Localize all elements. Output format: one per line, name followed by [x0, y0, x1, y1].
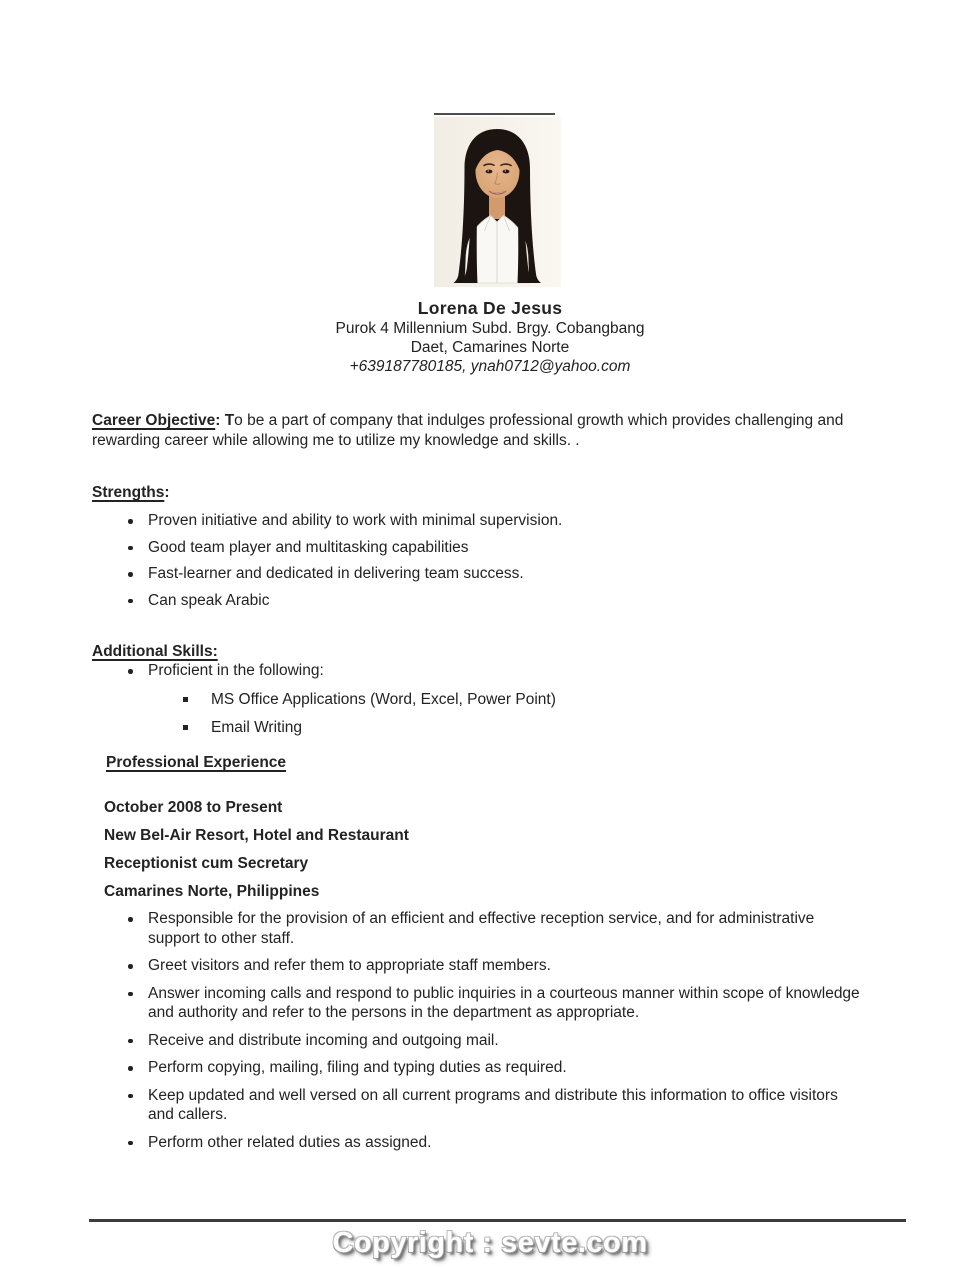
duties-section [92, 909, 866, 1160]
applicant-contact: +639187780185, ynah0712@yahoo.com [349, 358, 631, 375]
additional-skills-section [92, 642, 902, 747]
strength-item: Fast-learner and dedicated in delivering team success. [92, 564, 902, 584]
career-objective-text: o be a part of company that indulges professional growth which provides challenging and rewarding career while allowing me to utilize my knowledge and skills. . [92, 412, 844, 449]
copyright-text: Copyright : sevte.com [332, 1227, 648, 1259]
duties-list [92, 909, 866, 1152]
strength-item: Can speak Arabic [92, 591, 902, 611]
duty-item: Answer incoming calls and respond to public inquiries in a courteous manner within scope of knowledge and authority and refer to the persons in the department as appropriate. [92, 984, 866, 1023]
additional-skills-heading: Additional Skills: [92, 643, 218, 660]
duty-item: Keep updated and well versed on all current programs and distribute this information to office visitors and callers. [92, 1086, 866, 1125]
duty-item: Greet visitors and refer them to appropriate staff members. [92, 956, 866, 976]
duty-item: Perform other related duties as assigned. [92, 1133, 866, 1153]
additional-skills-intro-list [92, 661, 902, 681]
career-objective-heading: Career Objective: T [92, 412, 235, 429]
experience-position: Receptionist cum Secretary [104, 855, 309, 872]
applicant-photo [434, 117, 561, 287]
applicant-address-line2: Daet, Camarines Norte [410, 339, 570, 356]
career-objective-section [92, 411, 878, 450]
experience-period: October 2008 to Present [104, 799, 283, 816]
additional-skills-list [92, 690, 902, 738]
portrait-illustration [434, 117, 561, 287]
footer-divider [89, 1219, 906, 1222]
skill-item: Email Writing [92, 718, 902, 738]
strength-item: Proven initiative and ability to work with minimal supervision. [92, 511, 902, 531]
professional-experience-heading: Professional Experience [106, 754, 287, 771]
duty-item: Receive and distribute incoming and outgoing mail. [92, 1031, 866, 1051]
eye-right [503, 170, 510, 174]
experience-details [104, 798, 409, 910]
strengths-section [92, 483, 902, 617]
photo-top-rule [434, 113, 555, 115]
applicant-address-line1: Purok 4 Millennium Subd. Brgy. Cobangbang [335, 320, 645, 337]
header-block [0, 298, 980, 376]
duty-item: Responsible for the provision of an efficient and effective reception service, and for administrative support to other staff. [92, 909, 866, 948]
experience-company: New Bel-Air Resort, Hotel and Restaurant [104, 827, 409, 844]
additional-skills-intro: Proficient in the following: [92, 661, 902, 681]
skill-item: MS Office Applications (Word, Excel, Power Point) [92, 690, 902, 710]
strengths-list [92, 511, 902, 610]
strengths-heading: Strengths: [92, 484, 170, 501]
applicant-name: Lorena De Jesus [417, 298, 563, 318]
strength-item: Good team player and multitasking capabilities [92, 538, 902, 558]
duty-item: Perform copying, mailing, filing and typing duties as required. [92, 1058, 866, 1078]
experience-location: Camarines Norte, Philippines [104, 883, 320, 900]
eye-left [486, 170, 493, 174]
